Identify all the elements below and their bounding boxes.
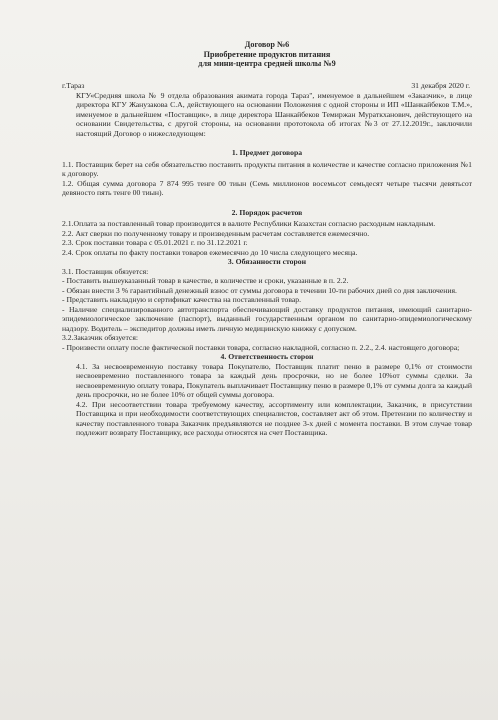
- contract-recipient: для мини-центра средней школы №9: [198, 59, 336, 69]
- section-heading-subject: 1. Предмет договора: [231, 148, 303, 158]
- clause-4-2: 4.2. При несоответствии товара требуемому качеству, ассортименту или комплектации, Заказчик, в присутствии Поставщика и при необходимости соответствующих специалистов, составляет акт об этом. Претензии по количеству и качеству поставленного товара Заказчик предъявляются не позднее 3-х дней с момента поставки. В этом случае товар подлежит возврату Поставщику, все расходы относятся на счет Поставщика.: [76, 399, 472, 438]
- obligation-item: - Произвести оплату после фактической поставки товара, согласно накладной, согласно п. 2.2., 2.4. настоящего договора;: [62, 342, 460, 352]
- city: г.Тараз: [62, 80, 85, 90]
- contract-page: [62, 40, 472, 438]
- obligation-item: - Представить накладную и сертификат качества на поставленный товар.: [62, 295, 302, 305]
- place-date-line: [62, 81, 472, 91]
- clause-2-1: 2.1.Оплата за поставленный товар производится в валюте Республики Казахстан согласно расходным накладным.: [62, 219, 436, 229]
- clause-2-3: 2.3. Срок поставки товара с 05.01.2021 г. по 31.12.2021 г.: [62, 238, 248, 248]
- section-heading-obligations: 3. Обязанности сторон: [227, 257, 307, 267]
- contract-title: [62, 40, 472, 69]
- contract-number: Договор №6: [244, 40, 290, 49]
- section-heading-liability: 4. Ответственность сторон: [220, 352, 314, 362]
- clause-2-2: 2.2. Акт сверки по полученному товару и произведенным расчетам составляется ежемесячно.: [62, 228, 370, 238]
- contract-date: 31 декабря 2020 г.: [411, 80, 470, 90]
- clause-3-2: 3.2.Заказчик обязуется:: [62, 333, 139, 343]
- obligation-item: - Обязан внести 3 % гарантийный денежный взнос от суммы договора в течении 10-ти рабочих дней со дня заключения.: [62, 285, 457, 295]
- contract-subject: Приобретение продуктов питания: [203, 49, 331, 59]
- clause-1-1: 1.1. Поставщик берет на себя обязательство поставить продукты питания в количестве и качестве согласно приложения №1 к договору.: [62, 159, 472, 179]
- section-heading-payment: 2. Порядок расчетов: [231, 207, 303, 217]
- clause-1-2: 1.2. Общая сумма договора 7 874 995 тенге 00 тиын (Семь миллионов восемьсот семьдесят четыре тысячи девятьсот девяносто пять тенге 00 тиын).: [62, 178, 472, 198]
- clause-3-1: 3.1. Поставщик обязуется:: [62, 266, 149, 276]
- obligation-item: - Наличие специализированного автотранспорта обеспечивающий доставку продуктов питания, имеющий санитарно-эпидемиологическое заключение (паспорт), выданный государственным органом по санитарно-эпидемиологическому надзору. Водитель – экспедитор должны иметь личную медицинскую книжку с допуском.: [62, 304, 472, 333]
- obligation-item: - Поставить вышеуказанный товар в качестве, в количестве и сроки, указанные в п. 2.2.: [62, 276, 349, 286]
- clause-4-1: 4.1. За несвоевременную поставку товара Покупателю, Поставщик платит пеню в размере 0,1% от стоимости несвоевременно поставленного товара за каждый день просрочки, но не более 10%от суммы сделки. За несвоевременную оплату товара, Покупатель выплачивает Поставщику пеню в размере 0,1% от суммы долга за каждый день просрочки, но не более 10% от общей суммы договора.: [76, 361, 472, 400]
- preamble: КГУ«Средняя школа № 9 отдела образования акимата города Тараз", именуемое в дальнейшем «Заказчик», в лице директора КГУ Жанузакова С.А, действующего на основании Положения с одной стороны и ИП «Шанкайбеков Т.М.», именуемое в дальнейшем «Поставщик», в лице директора Шанкайбеков Темиржан Мураткханович, действующего на основании Свидетельства, с другой стороны, на основании прототокола об итогах №3 от 27.12.2019г., заключили настоящий Договор о нижеследующем:: [76, 90, 472, 138]
- clause-2-4: 2.4. Срок оплаты по факту поставки товаров ежемесячно до 10 числа следующего месяца.: [62, 247, 358, 257]
